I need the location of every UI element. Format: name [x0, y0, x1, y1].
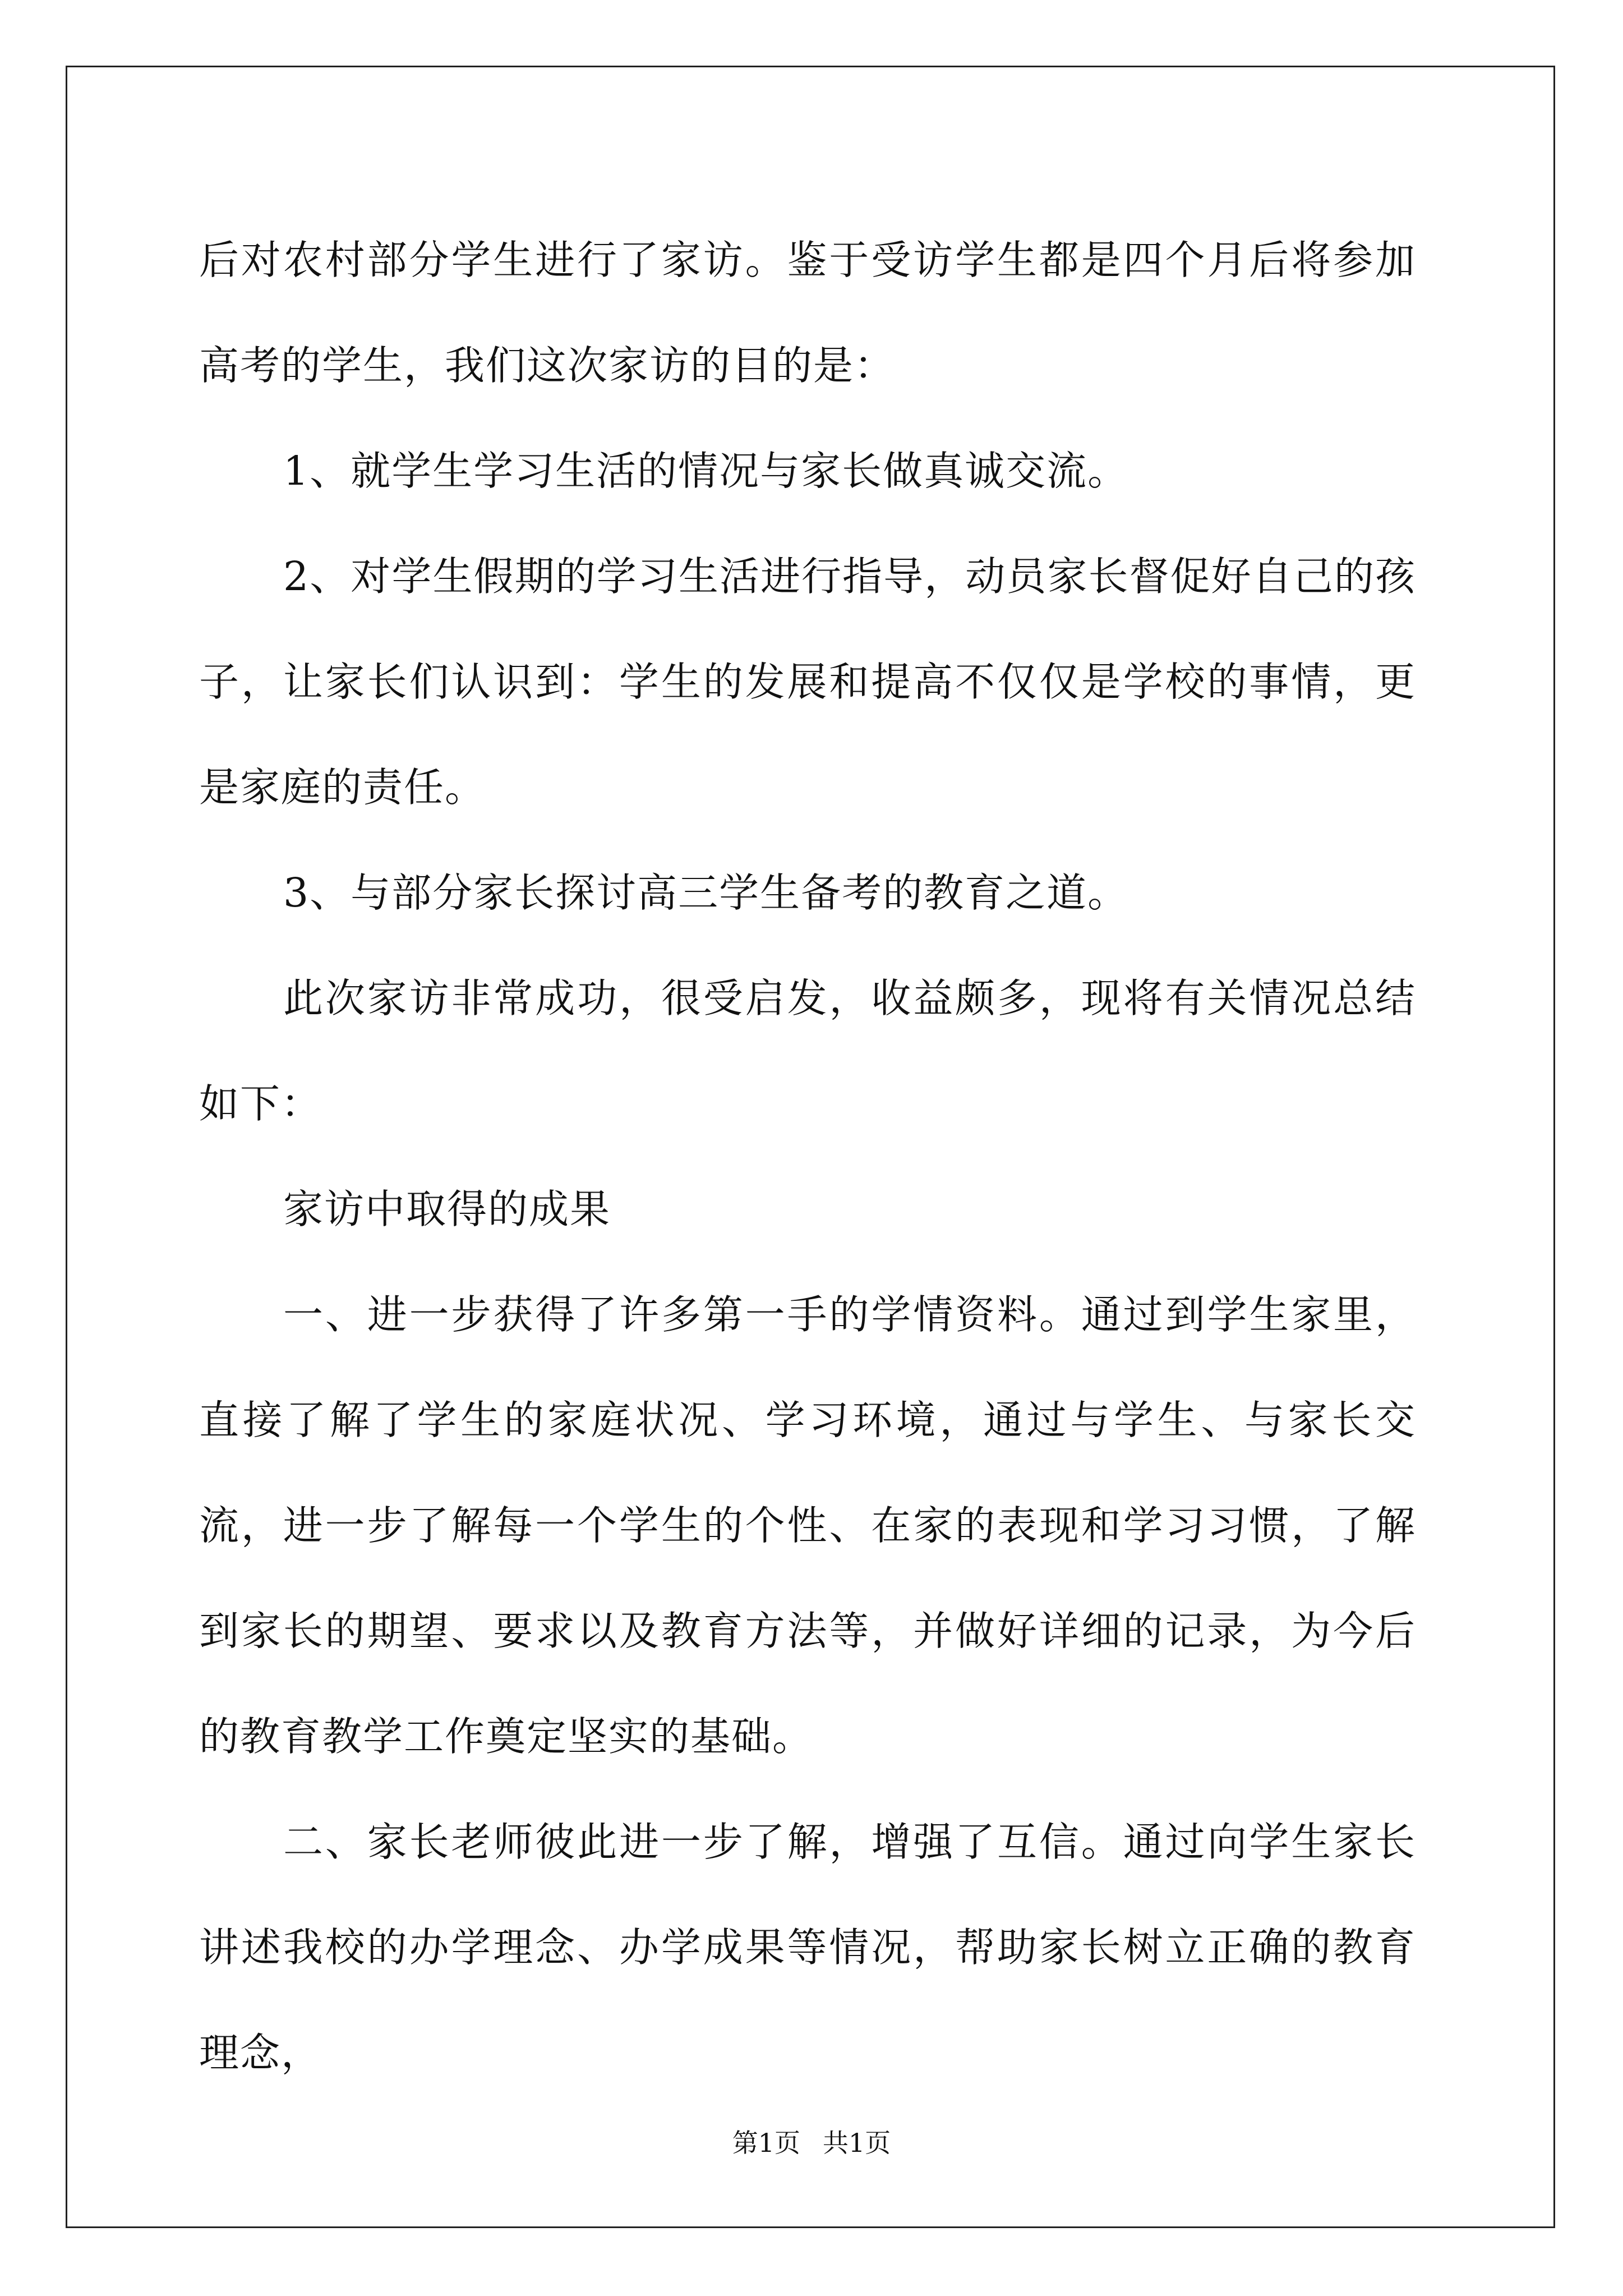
paragraph-4: 3、与部分家长探讨高三学生备考的教育之道。 — [283, 869, 1129, 916]
page-number-current: 第1页 — [732, 2128, 800, 2158]
paragraph-8: 二、家长老师彼此进一步了解，增强了互信。通过向学生家长讲述我校的办学理念、办学成果等情况，帮助家长树立正确的教育理念， — [199, 1819, 1416, 2076]
page-footer — [0, 2126, 1623, 2160]
paragraph-5: 此次家访非常成功，很受启发，收益颇多，现将有关情况总结如下： — [199, 975, 1416, 1127]
section-heading: 家访中取得的成果 — [283, 1186, 611, 1232]
paragraph-3: 2、对学生假期的学习生活进行指导，动员家长督促好自己的孩子，让家长们认识到：学生的发展和提高不仅仅是学校的事情，更是家庭的责任。 — [199, 553, 1416, 811]
page-number-total: 共1页 — [823, 2128, 891, 2158]
paragraph-1: 后对农村部分学生进行了家访。鉴于受访学生都是四个月后将参加高考的学生，我们这次家访的目的是： — [199, 237, 1416, 389]
paragraph-7: 一、进一步获得了许多第一手的学情资料。通过到学生家里，直接了解了学生的家庭状况、学习环境，通过与学生、与家长交流，进一步了解每一个学生的个性、在家的表现和学习习惯，了解到家长的期望、要求以及教育方法等，并做好详细的记录，为今后的教育教学工作奠定坚实的基础。 — [199, 1291, 1416, 1760]
document-body — [199, 208, 1416, 2106]
paragraph-2: 1、就学生学习生活的情况与家长做真诚交流。 — [283, 448, 1129, 494]
